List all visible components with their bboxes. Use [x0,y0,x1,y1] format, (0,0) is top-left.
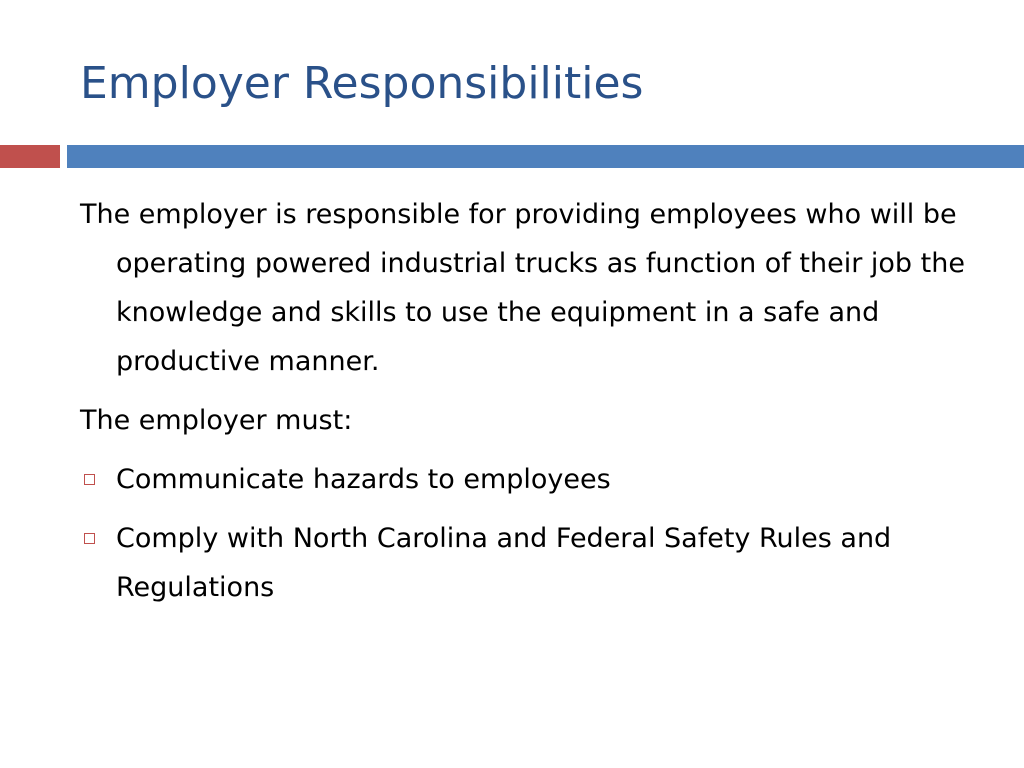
bullet-item-comply-regulations [80,514,970,612]
square-bullet-icon [84,533,95,544]
square-bullet-icon [84,474,95,485]
bullet-text: Communicate hazards to employees [116,464,611,495]
title-divider-blue [67,145,1024,168]
bullet-text: Comply with North Carolina and Federal Safety Rules and Regulations [116,523,892,603]
title-divider-red [0,145,60,168]
slide-title: Employer Responsibilities [80,58,644,109]
slide-body [80,190,970,612]
body-paragraph-employer-must: The employer must: [80,405,353,436]
bullet-list [80,455,970,612]
body-paragraph-responsibility: The employer is responsible for providing employees who will be operating powered industrial trucks as function of their job the knowledge and skills to use the equipment in a safe and productive manner. [80,199,965,377]
bullet-item-communicate-hazards [80,455,970,504]
